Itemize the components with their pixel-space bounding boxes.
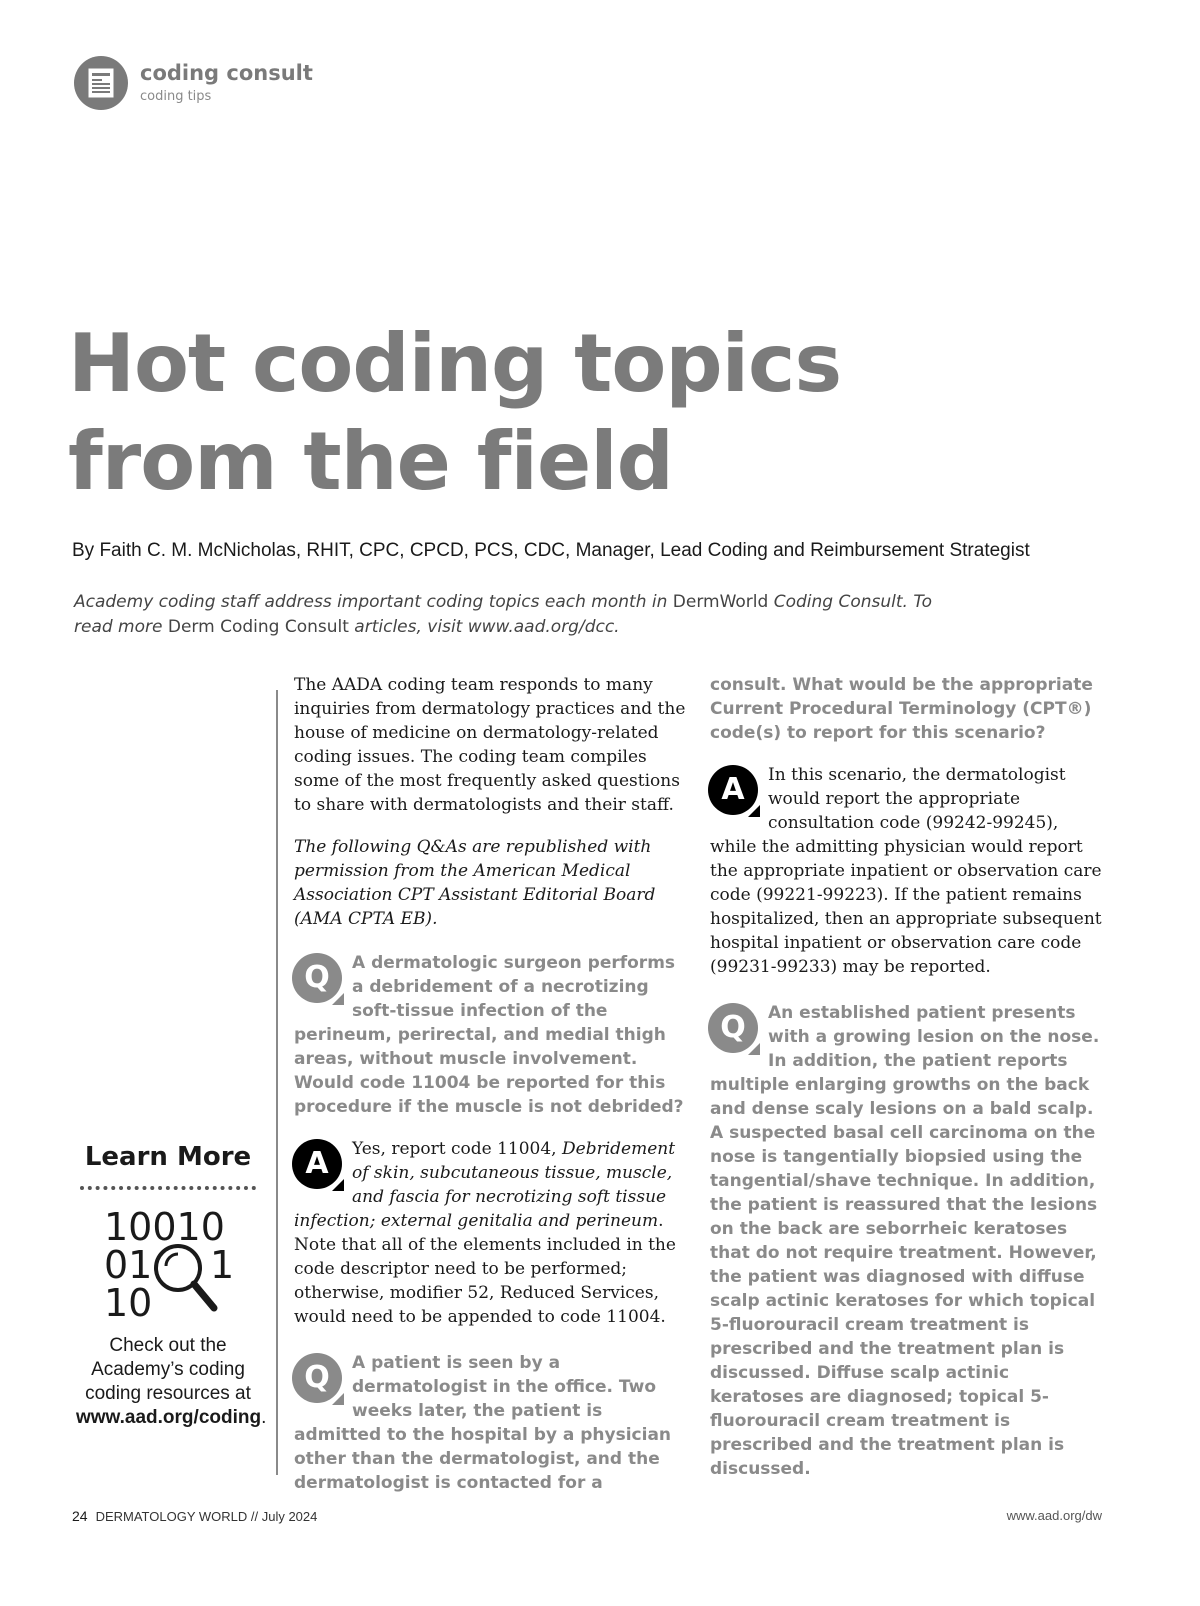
intro-paragraph: The AADA coding team responds to many inquiries from dermatology practices and the house of medicine on dermatology-related coding issues. The coding team compiles some of the most frequently asked questions to share with dermatologists and their staff. <box>294 675 686 815</box>
learn-more-sidebar <box>76 1140 267 1430</box>
title-line-1: Hot coding topics <box>68 317 842 410</box>
question-badge-icon: Q <box>292 953 342 1003</box>
answer-1 <box>294 1137 689 1329</box>
article-title <box>68 315 841 511</box>
section-name: coding consult <box>140 61 313 85</box>
footer-url[interactable]: www.aad.org/dw <box>1006 1508 1102 1523</box>
binary-search-icon <box>98 1204 238 1322</box>
answer-1-text: Yes, report code 11004, Debridement of skin, subcutaneous tissue, muscle, and fascia for necrotizing soft tissue infection; external genitalia and perineum. Note that all of the elements included in the code descriptor need to be performed; otherwise, modifier 52, Reduced Services, would need to be appended to code 11004. <box>294 1139 676 1327</box>
publication-name: DERMATOLOGY WORLD // July 2024 <box>95 1509 318 1524</box>
title-line-2: from the field <box>68 415 673 508</box>
question-badge-icon: Q <box>292 1353 342 1403</box>
answer-2 <box>710 763 1105 979</box>
section-header <box>74 56 313 110</box>
svg-text:10010: 10010 <box>104 1205 225 1249</box>
question-3-text: An established patient presents with a growing lesion on the nose. In addition, the patient reports multiple enlarging growths on the back and dense scaly lesions on a bald scalp. A suspected basal cell carcinoma on the nose is tangentially biopsied using the tangential/shave technique. In addition, the patient is reassured that the lesions on the back are seborrheic keratoses that do not require treatment. However, the patient was diagnosed with diffuse scalp actinic keratoses for which topical 5-fluorouracil cream treatment is prescribed and the treatment plan is discussed. Diffuse scalp actinic keratoses are diagnosed; topical 5-fluorouracil cream treatment is prescribed and the treatment plan is discussed. <box>710 1003 1100 1479</box>
document-icon <box>74 56 128 110</box>
question-3 <box>710 1001 1105 1481</box>
intro-text: Academy coding staff address important coding topics each month in DermWorld Coding Consult. To read more Derm Coding Consult articles, visit www.aad.org/dcc. <box>74 592 933 637</box>
answer-2-text: In this scenario, the dermatologist would report the appropriate consultation code (99242-99245), while the admitting physician would report the appropriate inpatient or observation care code (99221-99223). If the patient remains hospitalized, then an appropriate subsequent hospital inpatient or observation care code (99231-99233) may be reported. <box>710 765 1102 977</box>
learn-more-title: Learn More <box>84 1142 252 1172</box>
question-1-text: A dermatologic surgeon performs a debridement of a necrotizing soft-tissue infection of the perineum, perirectal, and medial thigh areas, without muscle involvement. Would code 11004 be reported for this procedure if the muscle is not debrided? <box>294 953 684 1117</box>
question-2-text-part-1: A patient is seen by a dermatologist in the office. Two weeks later, the patient is admitted to the hospital by a physician other than the dermatologist, and the dermatologist is contacted for a <box>294 1353 672 1493</box>
byline: By Faith C. M. McNicholas, RHIT, CPC, CPCD, PCS, CDC, Manager, Lead Coding and Reimbursement Strategist <box>72 540 1030 561</box>
question-2-text-part-2: consult. What would be the appropriate Current Procedural Terminology (CPT®) code(s) to report for this scenario? <box>710 675 1093 743</box>
svg-text:01: 01 <box>104 1243 153 1287</box>
question-1 <box>294 951 689 1119</box>
dotted-divider <box>80 1186 256 1190</box>
question-2 <box>294 1351 689 1495</box>
republish-note: The following Q&As are republished with permission from the American Medical Association CPT Assistant Editorial Board (AMA CPTA EB). <box>294 837 656 929</box>
section-subtitle: coding tips <box>140 89 212 104</box>
coding-resources-link[interactable]: www.aad.org/coding <box>76 1407 262 1428</box>
learn-more-text: Check out the Academy’s coding coding resources at www.aad.org/coding. <box>76 1335 267 1428</box>
footer-publication <box>72 1508 317 1524</box>
column-1 <box>294 673 689 1495</box>
svg-text:10: 10 <box>104 1281 153 1322</box>
column-2 <box>710 673 1105 1481</box>
column-divider <box>276 690 278 1475</box>
answer-badge-icon: A <box>708 765 758 815</box>
question-badge-icon: Q <box>708 1003 758 1053</box>
page-number: 24 <box>72 1508 88 1524</box>
svg-text:1: 1 <box>210 1243 235 1287</box>
answer-badge-icon: A <box>292 1139 342 1189</box>
